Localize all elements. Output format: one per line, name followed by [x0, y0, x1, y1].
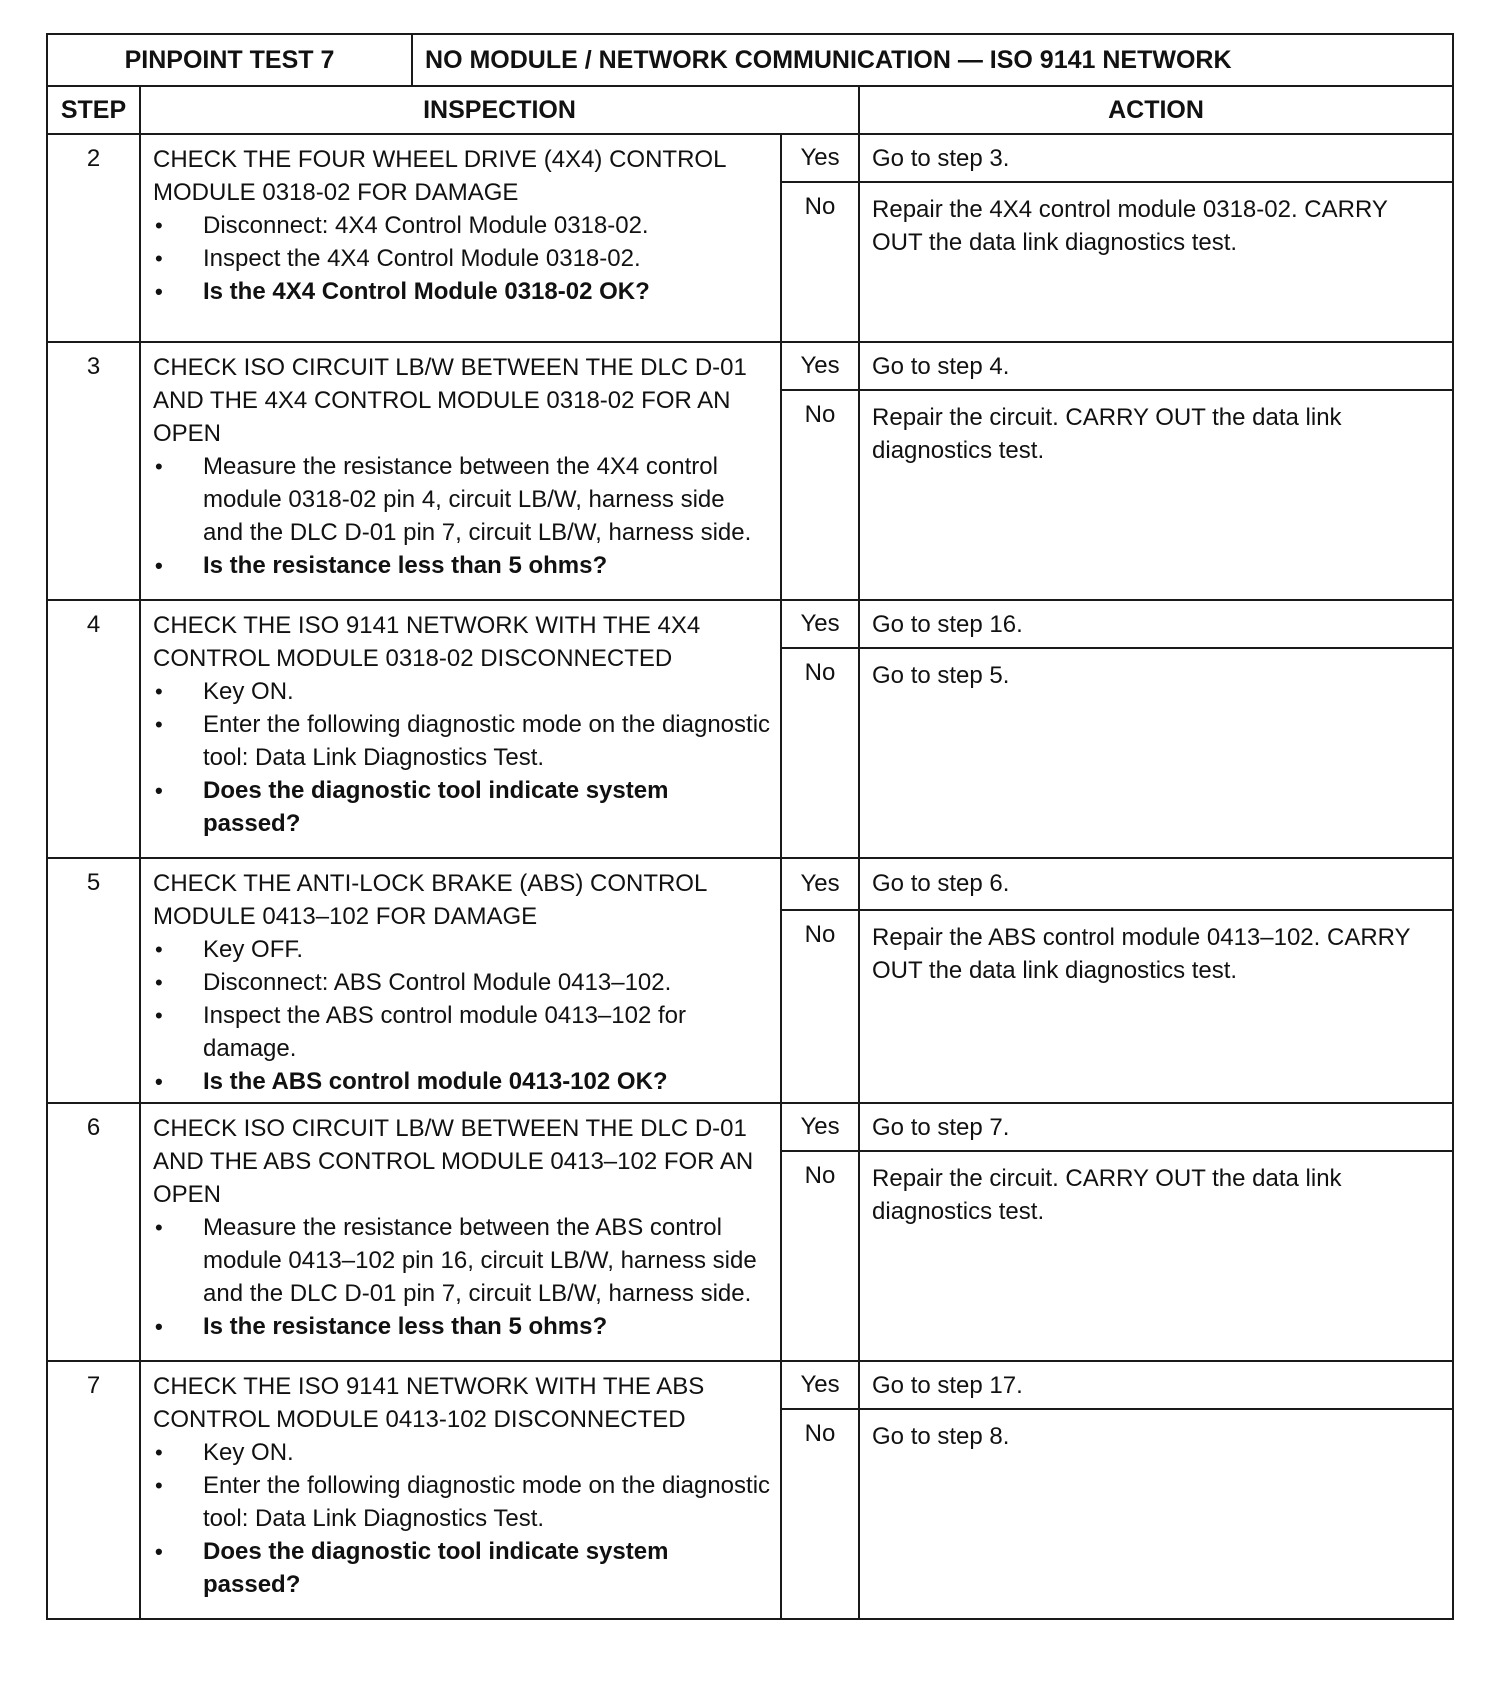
inspection-bullet: • Enter the following diagnostic mode on the diagnostic tool: Data Link Diagnostics Test.	[153, 708, 770, 774]
no-action: Go to step 8.	[859, 1409, 1453, 1619]
inspection-cell	[140, 1103, 781, 1361]
no-action: Repair the circuit. CARRY OUT the data link diagnostics test.	[859, 1151, 1453, 1361]
inspection-cell	[140, 134, 781, 342]
inspection-question: • Does the diagnostic tool indicate system passed?	[153, 1535, 770, 1601]
inspection-question: • Is the 4X4 Control Module 0318-02 OK?	[153, 275, 770, 308]
inspection-cell	[140, 600, 781, 858]
test-title: NO MODULE / NETWORK COMMUNICATION — ISO 9141 NETWORK	[412, 34, 1453, 86]
no-action: Go to step 5.	[859, 648, 1453, 858]
step-number: 3	[47, 342, 140, 600]
inspection-bullet: • Inspect the 4X4 Control Module 0318-02.	[153, 242, 770, 275]
inspection-bullet: • Enter the following diagnostic mode on the diagnostic tool: Data Link Diagnostics Test.	[153, 1469, 770, 1535]
yes-label: Yes	[781, 600, 859, 648]
inspection-cell	[140, 342, 781, 600]
yes-action: Go to step 6.	[859, 858, 1453, 910]
no-label: No	[781, 390, 859, 600]
yes-action: Go to step 4.	[859, 342, 1453, 390]
yes-label: Yes	[781, 1103, 859, 1151]
yes-label: Yes	[781, 134, 859, 182]
inspection-cell	[140, 858, 781, 1103]
step-row-yes	[47, 1103, 1453, 1151]
action-column-header: ACTION	[859, 86, 1453, 134]
yes-label: Yes	[781, 342, 859, 390]
step-number: 7	[47, 1361, 140, 1619]
column-header-row	[47, 86, 1453, 134]
inspection-bullet: • Disconnect: 4X4 Control Module 0318-02.	[153, 209, 770, 242]
step-number: 5	[47, 858, 140, 1103]
step-number: 4	[47, 600, 140, 858]
step-row-yes	[47, 858, 1453, 910]
pinpoint-test-table	[46, 33, 1454, 1620]
step-row-yes	[47, 600, 1453, 648]
step-number: 6	[47, 1103, 140, 1361]
inspection-question: • Is the resistance less than 5 ohms?	[153, 549, 770, 582]
inspection-bullet: • Measure the resistance between the ABS control module 0413–102 pin 16, circuit LB/W, harness side and the DLC D-01 pin 7, circuit LB/W, harness side.	[153, 1211, 770, 1310]
step-row-yes	[47, 1361, 1453, 1409]
inspection-bullet: • Disconnect: ABS Control Module 0413–102.	[153, 966, 770, 999]
inspection-bullet-list	[153, 1211, 770, 1343]
inspection-heading: CHECK THE FOUR WHEEL DRIVE (4X4) CONTROL MODULE 0318-02 FOR DAMAGE	[153, 146, 726, 206]
title-row	[47, 34, 1453, 86]
inspection-bullet-list	[153, 1436, 770, 1601]
inspection-bullet-list	[153, 933, 770, 1098]
yes-label: Yes	[781, 1361, 859, 1409]
yes-action: Go to step 3.	[859, 134, 1453, 182]
no-label: No	[781, 182, 859, 342]
inspection-question: • Is the resistance less than 5 ohms?	[153, 1310, 770, 1343]
inspection-bullet: • Measure the resistance between the 4X4 control module 0318-02 pin 4, circuit LB/W, harness side and the DLC D-01 pin 7, circuit LB/W, harness side.	[153, 450, 770, 549]
no-action: Repair the circuit. CARRY OUT the data link diagnostics test.	[859, 390, 1453, 600]
inspection-heading: CHECK THE ANTI-LOCK BRAKE (ABS) CONTROL MODULE 0413–102 FOR DAMAGE	[153, 870, 707, 930]
yes-action: Go to step 7.	[859, 1103, 1453, 1151]
no-label: No	[781, 1409, 859, 1619]
test-label: PINPOINT TEST 7	[47, 34, 412, 86]
inspection-bullet-list	[153, 675, 770, 840]
no-label: No	[781, 648, 859, 858]
yes-action: Go to step 16.	[859, 600, 1453, 648]
no-action: Repair the ABS control module 0413–102. CARRY OUT the data link diagnostics test.	[859, 910, 1453, 1103]
inspection-heading: CHECK THE ISO 9141 NETWORK WITH THE ABS CONTROL MODULE 0413-102 DISCONNECTED	[153, 1373, 705, 1433]
step-column-header: STEP	[47, 86, 140, 134]
inspection-bullet: • Key ON.	[153, 675, 770, 708]
no-label: No	[781, 910, 859, 1103]
yes-label: Yes	[781, 858, 859, 910]
inspection-question: • Does the diagnostic tool indicate system passed?	[153, 774, 770, 840]
steps-body	[47, 134, 1453, 1619]
inspection-column-header: INSPECTION	[140, 86, 859, 134]
inspection-heading: CHECK ISO CIRCUIT LB/W BETWEEN THE DLC D-01 AND THE ABS CONTROL MODULE 0413–102 FOR AN OPEN	[153, 1115, 754, 1208]
inspection-bullet: • Key ON.	[153, 1436, 770, 1469]
inspection-heading: CHECK ISO CIRCUIT LB/W BETWEEN THE DLC D-01 AND THE 4X4 CONTROL MODULE 0318-02 FOR AN OPEN	[153, 354, 747, 447]
inspection-cell	[140, 1361, 781, 1619]
no-action: Repair the 4X4 control module 0318-02. CARRY OUT the data link diagnostics test.	[859, 182, 1453, 342]
step-row-yes	[47, 134, 1453, 182]
inspection-bullet-list	[153, 450, 770, 582]
inspection-question: • Is the ABS control module 0413-102 OK?	[153, 1065, 770, 1098]
no-label: No	[781, 1151, 859, 1361]
inspection-bullet-list	[153, 209, 770, 308]
step-row-yes	[47, 342, 1453, 390]
pinpoint-test-sheet	[46, 33, 1452, 1620]
step-number: 2	[47, 134, 140, 342]
yes-action: Go to step 17.	[859, 1361, 1453, 1409]
inspection-bullet: • Key OFF.	[153, 933, 770, 966]
inspection-heading: CHECK THE ISO 9141 NETWORK WITH THE 4X4 CONTROL MODULE 0318-02 DISCONNECTED	[153, 612, 701, 672]
inspection-bullet: • Inspect the ABS control module 0413–102 for damage.	[153, 999, 770, 1065]
